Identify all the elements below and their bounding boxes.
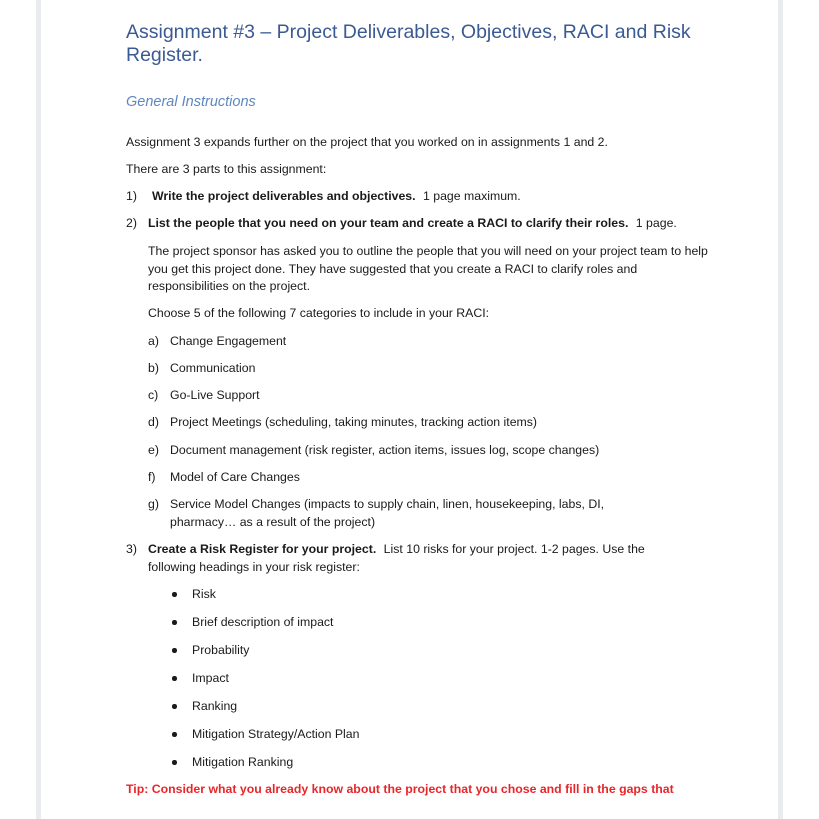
part-3-heading: Create a Risk Register for your project. (148, 542, 377, 556)
raci-category: Change Engagement (170, 334, 287, 348)
raci-letter: g) (148, 497, 159, 511)
risk-heading-item: Brief description of impact (192, 615, 334, 629)
part-1-note: 1 page maximum. (422, 189, 521, 203)
raci-category: Project Meetings (scheduling, taking minutes, tracking action items) (170, 415, 538, 429)
parts-intro: There are 3 parts to this assignment: (126, 162, 327, 176)
part-3-number: 3) (126, 542, 137, 556)
tip-text: Tip: Consider what you already know about the project that you chose and fill in the gaps that (126, 782, 674, 796)
intro-paragraph: Assignment 3 expands further on the project that you worked on in assignments 1 and 2. (126, 135, 608, 149)
risk-heading-item: Probability (192, 643, 250, 657)
risk-heading-item: Mitigation Strategy/Action Plan (192, 727, 360, 741)
raci-category: Service Model Changes (impacts to supply chain, linen, housekeeping, labs, DI, pharmacy… as a result of the project) (170, 497, 605, 529)
risk-heading-item: Risk (192, 587, 216, 601)
bullet-icon (172, 592, 177, 597)
part-3-note: List 10 risks for your project. 1-2 pages. Use the following headings in your risk register: (148, 542, 645, 574)
raci-letter: b) (148, 361, 159, 375)
risk-heading-item: Mitigation Ranking (192, 755, 294, 769)
part-1-line (152, 189, 521, 203)
part-1-heading: Write the project deliverables and objectives. (152, 189, 416, 203)
bullet-icon (172, 760, 177, 765)
raci-category: Model of Care Changes (170, 470, 300, 484)
raci-letter: a) (148, 334, 159, 348)
bullet-icon (172, 620, 177, 625)
risk-heading-item: Ranking (192, 699, 238, 713)
bullet-icon (172, 648, 177, 653)
bullet-icon (172, 704, 177, 709)
raci-letter: e) (148, 443, 159, 457)
raci-category: Document management (risk register, action items, issues log, scope changes) (170, 443, 600, 457)
raci-category: Go-Live Support (170, 388, 260, 402)
raci-letter: f) (148, 470, 156, 484)
section-subtitle: General Instructions (126, 94, 256, 110)
document-title: Assignment #3 – Project Deliverables, Objectives, RACI and Risk Register. (126, 21, 691, 66)
bullet-icon (172, 676, 177, 681)
raci-letter: d) (148, 415, 159, 429)
part-2-heading: List the people that you need on your team and create a RACI to clarify their roles. (148, 216, 629, 230)
part-2-note: 1 page. (635, 216, 677, 230)
part-2-line (148, 216, 677, 230)
raci-category: Communication (170, 361, 256, 375)
part-3-block (148, 541, 693, 576)
part-1-number: 1) (126, 189, 137, 203)
raci-description: The project sponsor has asked you to outline the people that you will need on your project team to help you get this project done. They have suggested that you create a RACI to clarify roles and responsibilities on the project. (148, 244, 708, 293)
raci-letter: c) (148, 388, 159, 402)
part-2-number: 2) (126, 216, 137, 230)
raci-choose-text: Choose 5 of the following 7 categories to include in your RACI: (148, 306, 490, 320)
risk-heading-item: Impact (192, 671, 229, 685)
bullet-icon (172, 732, 177, 737)
